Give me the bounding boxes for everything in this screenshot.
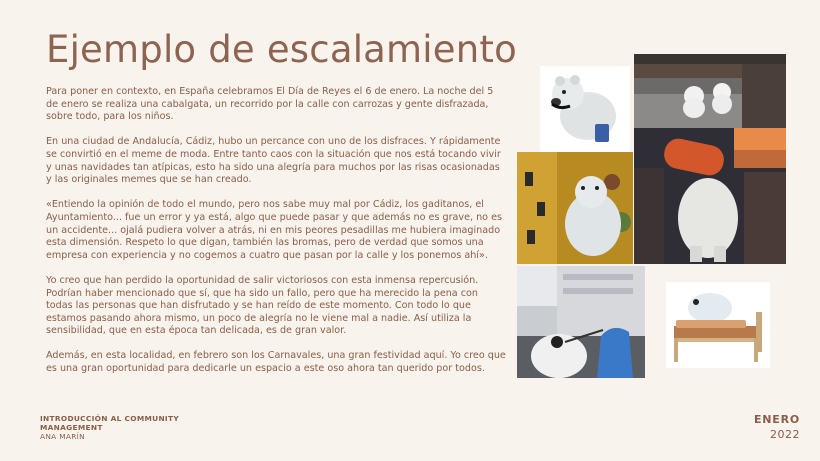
course-name-line2: MANAGEMENT: [40, 423, 103, 432]
paragraph-opinion: Yo creo que han perdido la oportunidad de salir victoriosos con esta inmensa repercusión. Podrían haber mencionado que sí, que ha sido un fallo, pero que ha merecido la pena con todas las personas que han disfrutado y se han reído de este momento. Con todo lo que estamos pasando ahora mismo, un poco de alegría no le viene mal a nadie. Así utiliza la sensibilidad, que en esta época tan delicada, es de gran valor.: [46, 274, 479, 337]
klimt-kiss-meme-image: [517, 152, 633, 264]
course-info: [40, 414, 179, 441]
paragraph-context: Para poner en contexto, en España celebramos El Día de Reyes el 6 de enero. La noche del 5 de enero se realiza una cabalgata, un recorrido por la calle con carrozas y gente disfrazada, sobre todo, para los niños.: [46, 86, 494, 123]
month-label: ENERO: [753, 413, 800, 426]
author-name: ANA MARÍN: [40, 432, 85, 441]
bear-covid-test-meme-image: [517, 266, 645, 378]
bear-gas-cylinder-meme-image: [634, 128, 786, 264]
body-text: [46, 86, 506, 388]
course-name-line1: INTRODUCCIÓN AL COMMUNITY: [40, 414, 179, 423]
year-label: 2022: [770, 428, 800, 441]
meme-bear-phone-image: [540, 66, 630, 152]
page-title: Ejemplo de escalamiento: [46, 28, 517, 71]
paragraph-incident: En una ciudad de Andalucía, Cádiz, hubo un percance con uno de los disfraces. Y rápidamente se convirtió en el meme de moda. Entre tanto caos con la situación que nos está tocando vivir y unas navidades tan atípicas, esto ha sido una alegría para muchos por las risas ocasionadas y las originales memes que se han creado.: [46, 136, 501, 186]
parade-street-photo: [634, 54, 786, 128]
paragraph-carnival: Además, en esta localidad, en febrero son los Carnavales, una gran festividad aquí. Yo creo que es una gran oportunidad para dedicarle un espacio a este oso ahora tan querido por todos.: [46, 350, 506, 375]
paragraph-quote: «Entiendo la opinión de todo el mundo, pero nos sabe muy mal por Cádiz, los gaditanos, el Ayuntamiento... fue un error y ya está, algo que puede pasar y que además no es grave, no es un accidente... ojalá pudiera volver a atrás, ni en mis peores pesadillas me hubiera imaginado esta dimensión. Respeto lo que digan, también las bromas, pero de verdad que somos una empresa con experiencia y no cogemos a cuatro que pasan por la calle y los ponemos ahí».: [46, 199, 502, 261]
bear-bed-meme-image: [666, 282, 770, 368]
date-info: [754, 413, 800, 441]
